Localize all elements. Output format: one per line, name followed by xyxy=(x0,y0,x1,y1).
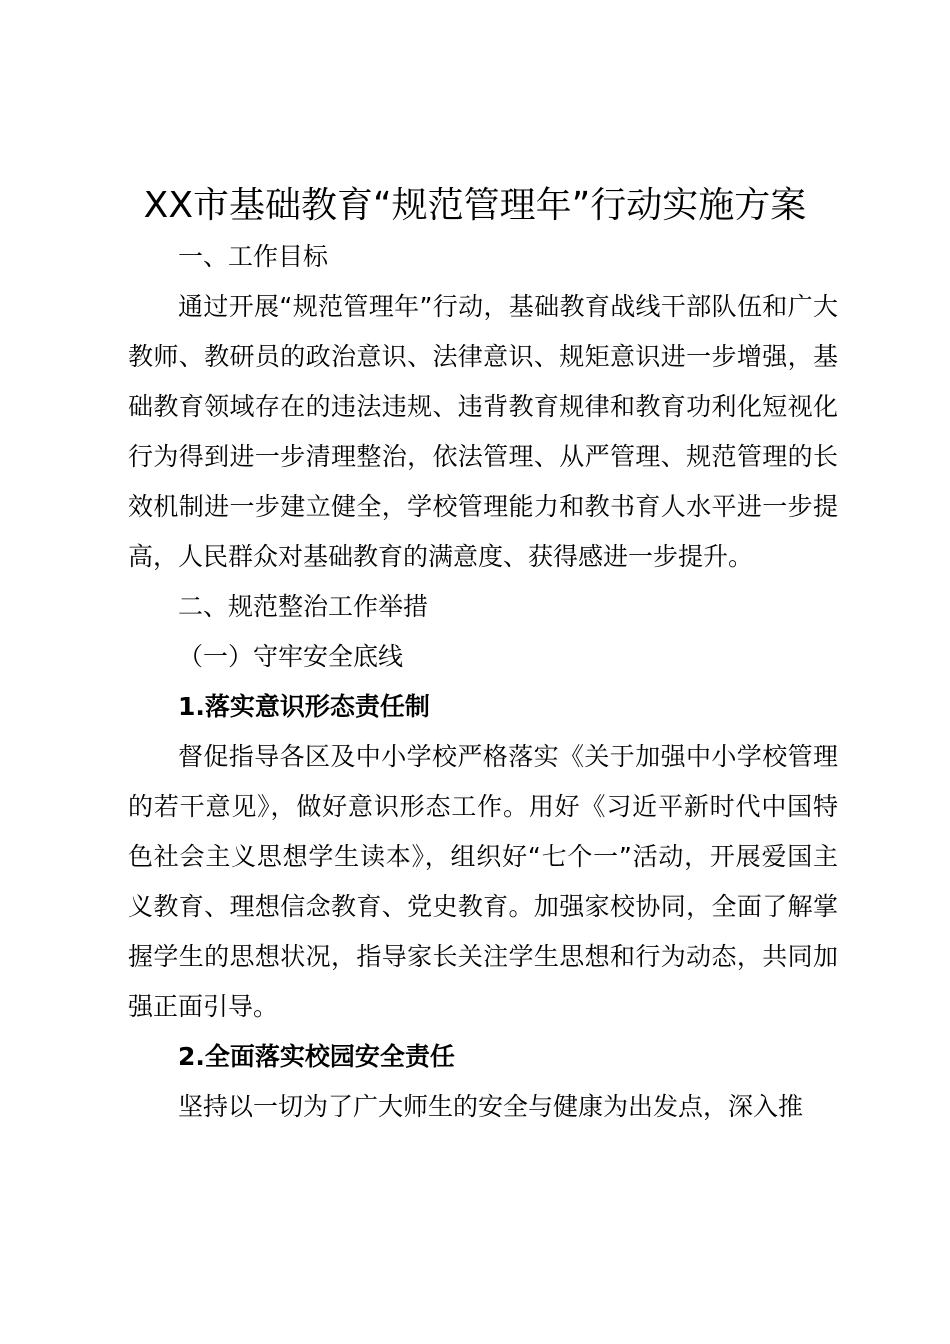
document-body xyxy=(128,232,838,1132)
section-heading-measures: 二、规范整治工作举措 xyxy=(178,592,429,621)
campus-safety-paragraph: 坚持以一切为了广大师生的安全与健康为出发点，深入推 xyxy=(178,1092,804,1121)
goals-paragraph: 通过开展“规范管理年”行动，基础教育战线干部队伍和广大教师、教研员的政治意识、法律意识、规矩意识进一步增强，基础教育领域存在的违法违规、违背教育规律和教育功利化短视化行为得到进一步清理整治，依法管理、从严管理、规范管理的长效机制进一步建立健全，学校管理能力和教书育人水平进一步提高，人民群众对基础教育的满意度、获得感进一步提升。 xyxy=(128,292,838,571)
item-heading-campus-safety: 2.全面落实校园安全责任 xyxy=(178,1042,455,1071)
item-heading-ideology: 1.落实意识形态责任制 xyxy=(178,692,430,721)
document-title: XX市基础教育“规范管理年”行动实施方案 xyxy=(143,185,807,226)
section-heading-goals: 一、工作目标 xyxy=(178,242,329,271)
subsection-heading-safety: （一）守牢安全底线 xyxy=(178,642,404,671)
ideology-paragraph: 督促指导各区及中小学校严格落实《关于加强中小学校管理的若干意见》，做好意识形态工作。用好《习近平新时代中国特色社会主义思想学生读本》，组织好“七个一”活动，开展爱国主义教育、理想信念教育、党史教育。加强家校协同，全面了解掌握学生的思想状况，指导家长关注学生思想和行为动态，共同加强正面引导。 xyxy=(128,742,838,1021)
